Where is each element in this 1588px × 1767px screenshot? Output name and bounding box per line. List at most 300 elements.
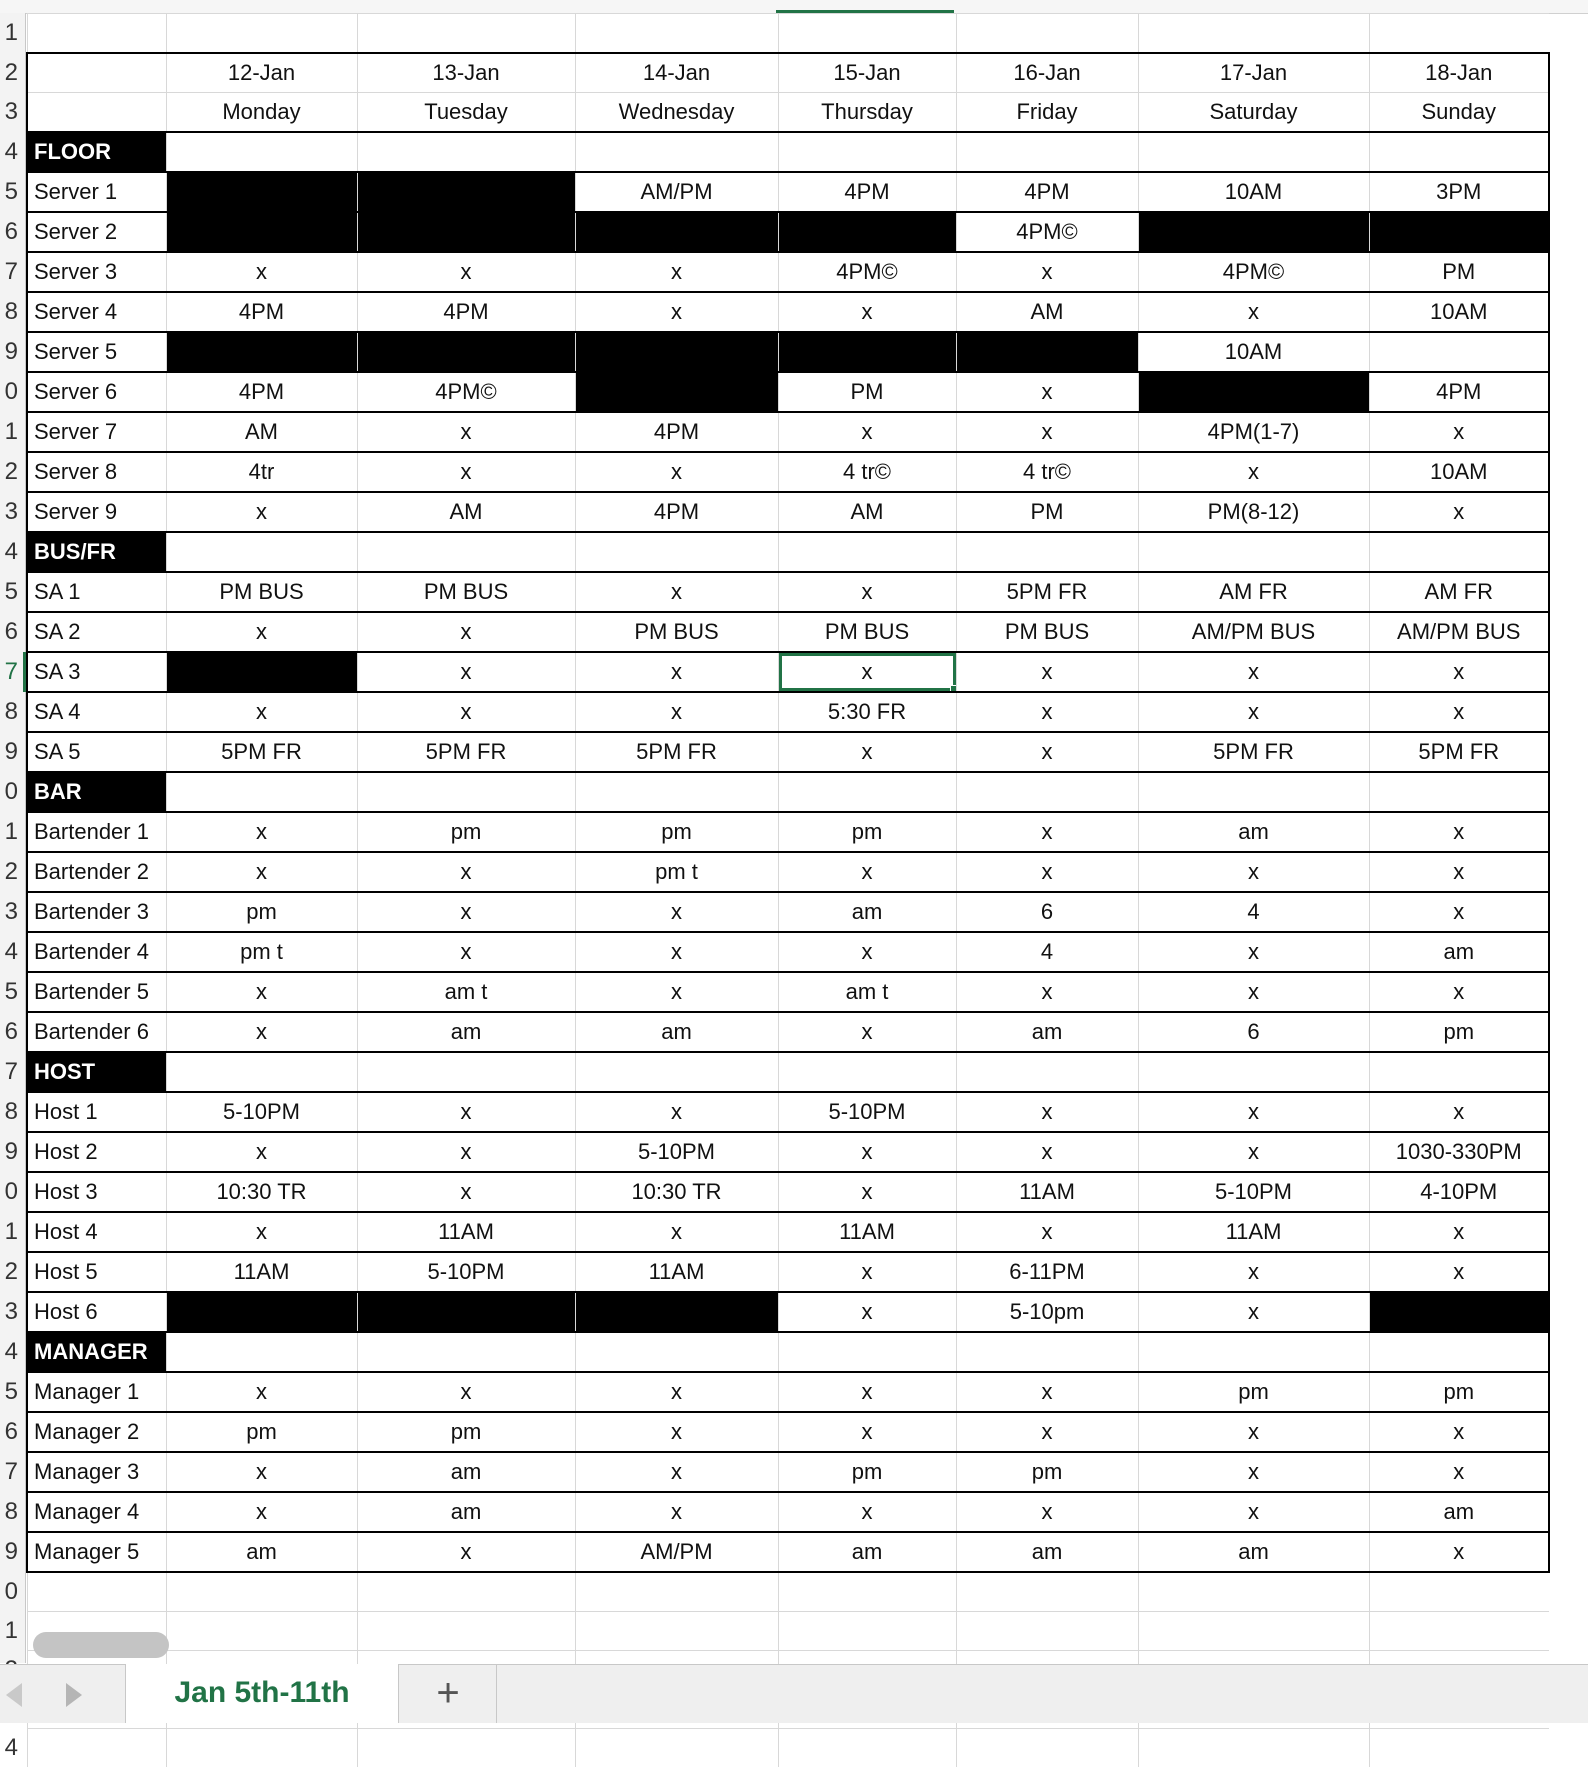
empty-cell[interactable] <box>166 532 357 572</box>
empty-cell[interactable] <box>778 1332 956 1372</box>
shift-cell[interactable]: x <box>575 1092 778 1132</box>
date-header-cell[interactable]: 17-Jan <box>1138 53 1369 93</box>
empty-cell[interactable] <box>778 14 956 54</box>
shift-cell[interactable]: x <box>778 1412 956 1452</box>
day-header-cell[interactable]: Monday <box>166 93 357 133</box>
shift-cell[interactable]: AM <box>956 292 1138 332</box>
shift-cell[interactable]: am <box>1138 812 1369 852</box>
shift-cell[interactable]: 5PM FR <box>1369 732 1549 772</box>
staff-name-cell[interactable]: Server 5 <box>27 332 166 372</box>
date-header-cell[interactable]: 18-Jan <box>1369 53 1549 93</box>
shift-cell[interactable]: x <box>1138 292 1369 332</box>
empty-cell[interactable] <box>778 1052 956 1092</box>
sheet-tab-active[interactable]: Jan 5th-11th <box>125 1664 399 1723</box>
row-number[interactable]: 0 <box>0 372 18 412</box>
shift-cell[interactable]: x <box>1369 692 1549 732</box>
row-number[interactable]: 6 <box>0 1412 18 1452</box>
shift-cell[interactable]: x <box>1369 892 1549 932</box>
staff-name-cell[interactable]: Server 6 <box>27 372 166 412</box>
shift-cell[interactable]: x <box>1138 1452 1369 1492</box>
shift-cell[interactable]: x <box>778 1132 956 1172</box>
shift-cell[interactable]: pm <box>956 1452 1138 1492</box>
shift-cell[interactable]: x <box>575 652 778 692</box>
empty-cell[interactable] <box>166 1729 357 1767</box>
shift-cell[interactable]: x <box>778 1012 956 1052</box>
blocked-cell[interactable] <box>575 332 778 372</box>
shift-cell[interactable]: 11AM <box>575 1252 778 1292</box>
shift-cell[interactable]: x <box>778 1252 956 1292</box>
empty-cell[interactable] <box>575 1052 778 1092</box>
row-number[interactable]: 5 <box>0 572 18 612</box>
empty-cell[interactable] <box>1369 1052 1549 1092</box>
empty-cell[interactable] <box>956 772 1138 812</box>
blocked-cell[interactable] <box>1138 212 1369 252</box>
shift-cell[interactable]: 4 tr© <box>778 452 956 492</box>
row-number[interactable]: 2 <box>0 852 18 892</box>
staff-name-cell[interactable]: Host 3 <box>27 1172 166 1212</box>
staff-name-cell[interactable]: Manager 1 <box>27 1372 166 1412</box>
empty-cell[interactable] <box>1369 14 1549 54</box>
shift-cell[interactable]: x <box>1138 1092 1369 1132</box>
shift-cell[interactable]: x <box>1138 852 1369 892</box>
next-sheet-icon[interactable] <box>66 1683 82 1707</box>
shift-cell[interactable]: pm <box>166 1412 357 1452</box>
shift-cell[interactable]: x <box>357 1132 575 1172</box>
row-number[interactable]: 8 <box>0 1492 18 1532</box>
empty-cell[interactable] <box>1369 1572 1549 1612</box>
row-number[interactable]: 3 <box>0 492 18 532</box>
shift-cell[interactable]: PM BUS <box>956 612 1138 652</box>
shift-cell[interactable]: 4PM(1-7) <box>1138 412 1369 452</box>
empty-cell[interactable] <box>357 1729 575 1767</box>
empty-cell[interactable] <box>575 532 778 572</box>
shift-cell[interactable]: x <box>1138 1412 1369 1452</box>
shift-cell[interactable]: 5PM FR <box>575 732 778 772</box>
shift-cell[interactable]: x <box>575 972 778 1012</box>
shift-cell[interactable]: 5PM FR <box>166 732 357 772</box>
shift-cell[interactable]: x <box>1138 692 1369 732</box>
staff-name-cell[interactable]: Server 9 <box>27 492 166 532</box>
section-header-cell[interactable]: MANAGER <box>27 1332 166 1372</box>
shift-cell[interactable]: 4PM <box>357 292 575 332</box>
row-number[interactable]: 1 <box>0 1611 18 1650</box>
shift-cell[interactable]: pm t <box>166 932 357 972</box>
blocked-cell[interactable] <box>357 172 575 212</box>
staff-name-cell[interactable]: Host 4 <box>27 1212 166 1252</box>
shift-cell[interactable]: 4PM <box>575 492 778 532</box>
blocked-cell[interactable] <box>1138 372 1369 412</box>
shift-cell[interactable]: x <box>166 612 357 652</box>
shift-cell[interactable]: 10:30 TR <box>166 1172 357 1212</box>
shift-cell[interactable]: x <box>956 692 1138 732</box>
staff-name-cell[interactable]: Bartender 1 <box>27 812 166 852</box>
shift-cell[interactable]: am <box>1369 932 1549 972</box>
empty-cell[interactable] <box>27 14 166 54</box>
shift-cell[interactable]: pm <box>357 1412 575 1452</box>
shift-cell[interactable]: x <box>166 1372 357 1412</box>
empty-cell[interactable] <box>27 1729 166 1767</box>
shift-cell[interactable]: 5PM FR <box>1138 732 1369 772</box>
shift-cell[interactable]: 5-10PM <box>575 1132 778 1172</box>
shift-cell[interactable]: x <box>956 372 1138 412</box>
empty-cell[interactable] <box>778 132 956 172</box>
shift-cell[interactable]: 5-10PM <box>357 1252 575 1292</box>
date-header-cell[interactable]: 14-Jan <box>575 53 778 93</box>
empty-cell[interactable] <box>575 132 778 172</box>
shift-cell[interactable]: am <box>956 1012 1138 1052</box>
row-number[interactable]: 1 <box>0 412 18 452</box>
empty-cell[interactable] <box>956 1572 1138 1612</box>
staff-name-cell[interactable]: SA 2 <box>27 612 166 652</box>
shift-cell[interactable]: 4PM <box>166 292 357 332</box>
empty-cell[interactable] <box>27 1572 166 1612</box>
shift-cell[interactable]: 11AM <box>956 1172 1138 1212</box>
shift-cell[interactable]: x <box>1138 1492 1369 1532</box>
shift-cell[interactable]: x <box>575 1492 778 1532</box>
shift-cell[interactable]: x <box>778 1372 956 1412</box>
shift-cell[interactable]: PM BUS <box>575 612 778 652</box>
shift-cell[interactable]: x <box>778 292 956 332</box>
shift-cell[interactable]: x <box>357 412 575 452</box>
empty-cell[interactable] <box>956 14 1138 54</box>
shift-cell[interactable]: x <box>1369 852 1549 892</box>
empty-cell[interactable] <box>778 772 956 812</box>
shift-cell[interactable]: pm <box>575 812 778 852</box>
shift-cell[interactable]: 4-10PM <box>1369 1172 1549 1212</box>
staff-name-cell[interactable]: Host 1 <box>27 1092 166 1132</box>
empty-cell[interactable] <box>166 132 357 172</box>
shift-cell[interactable]: 4PM© <box>956 212 1138 252</box>
shift-cell[interactable]: 5-10PM <box>166 1092 357 1132</box>
shift-cell[interactable]: 4 tr© <box>956 452 1138 492</box>
empty-cell[interactable] <box>357 132 575 172</box>
shift-cell[interactable]: 10AM <box>1138 332 1369 372</box>
shift-cell[interactable]: x <box>1369 1532 1549 1572</box>
shift-cell[interactable]: x <box>956 252 1138 292</box>
shift-cell[interactable]: x <box>1369 812 1549 852</box>
shift-cell[interactable]: 10:30 TR <box>575 1172 778 1212</box>
section-header-cell[interactable]: BUS/FR <box>27 532 166 572</box>
blocked-cell[interactable] <box>575 372 778 412</box>
blocked-cell[interactable] <box>778 332 956 372</box>
staff-name-cell[interactable]: Server 8 <box>27 452 166 492</box>
row-number[interactable]: 7 <box>0 652 18 692</box>
shift-cell[interactable]: x <box>1369 1252 1549 1292</box>
blocked-cell[interactable] <box>166 332 357 372</box>
empty-cell[interactable] <box>1138 1729 1369 1767</box>
staff-name-cell[interactable]: Server 2 <box>27 212 166 252</box>
shift-cell[interactable]: x <box>956 1132 1138 1172</box>
shift-cell[interactable]: x <box>575 452 778 492</box>
day-header-cell[interactable]: Thursday <box>778 93 956 133</box>
shift-cell[interactable]: x <box>575 252 778 292</box>
shift-cell[interactable]: 5PM FR <box>956 572 1138 612</box>
row-number[interactable]: 9 <box>0 732 18 772</box>
empty-cell[interactable] <box>778 532 956 572</box>
staff-name-cell[interactable]: Bartender 2 <box>27 852 166 892</box>
shift-cell[interactable]: x <box>1138 1132 1369 1172</box>
shift-cell[interactable]: x <box>1138 452 1369 492</box>
row-number[interactable]: 3 <box>0 92 18 132</box>
shift-cell[interactable]: PM BUS <box>778 612 956 652</box>
blocked-cell[interactable] <box>1369 212 1549 252</box>
shift-cell[interactable]: 11AM <box>778 1212 956 1252</box>
shift-cell[interactable]: PM <box>778 372 956 412</box>
shift-cell[interactable]: x <box>357 1092 575 1132</box>
row-number[interactable]: 0 <box>0 772 18 812</box>
shift-cell[interactable]: x <box>956 1412 1138 1452</box>
shift-cell[interactable]: AM FR <box>1138 572 1369 612</box>
shift-cell[interactable]: 4PM <box>778 172 956 212</box>
empty-cell[interactable] <box>956 132 1138 172</box>
shift-cell[interactable]: x <box>575 892 778 932</box>
selected-cell[interactable]: x <box>778 652 956 692</box>
empty-cell[interactable] <box>357 772 575 812</box>
shift-cell[interactable]: x <box>357 852 575 892</box>
empty-cell[interactable] <box>778 1612 956 1651</box>
shift-cell[interactable]: am <box>166 1532 357 1572</box>
shift-cell[interactable]: PM(8-12) <box>1138 492 1369 532</box>
shift-cell[interactable]: am <box>1369 1492 1549 1532</box>
shift-cell[interactable]: x <box>166 1212 357 1252</box>
empty-cell[interactable] <box>575 772 778 812</box>
shift-cell[interactable]: am t <box>357 972 575 1012</box>
day-header-cell[interactable]: Wednesday <box>575 93 778 133</box>
shift-cell[interactable]: x <box>956 1372 1138 1412</box>
shift-cell[interactable]: x <box>575 1372 778 1412</box>
shift-cell[interactable]: x <box>956 1212 1138 1252</box>
row-number[interactable]: 2 <box>0 452 18 492</box>
shift-cell[interactable]: x <box>778 852 956 892</box>
blocked-cell[interactable] <box>575 1292 778 1332</box>
row-number[interactable]: 1 <box>0 13 18 53</box>
empty-cell[interactable] <box>1138 1052 1369 1092</box>
row-number[interactable]: 7 <box>0 1052 18 1092</box>
horizontal-scrollbar-thumb[interactable] <box>33 1632 169 1658</box>
shift-cell[interactable]: 4PM <box>166 372 357 412</box>
shift-cell[interactable]: pm <box>1369 1012 1549 1052</box>
row-number[interactable]: 7 <box>0 252 18 292</box>
shift-cell[interactable]: x <box>1369 972 1549 1012</box>
shift-cell[interactable] <box>1369 332 1549 372</box>
shift-cell[interactable]: x <box>1369 412 1549 452</box>
row-number[interactable]: 1 <box>0 812 18 852</box>
shift-cell[interactable]: AM/PM <box>575 172 778 212</box>
shift-cell[interactable]: am t <box>778 972 956 1012</box>
blocked-cell[interactable] <box>1369 1292 1549 1332</box>
empty-cell[interactable] <box>956 1729 1138 1767</box>
staff-name-cell[interactable]: Manager 2 <box>27 1412 166 1452</box>
row-number[interactable]: 4 <box>0 532 18 572</box>
row-number[interactable]: 4 <box>0 132 18 172</box>
shift-cell[interactable]: x <box>575 1212 778 1252</box>
shift-cell[interactable]: 5-10PM <box>778 1092 956 1132</box>
row-number[interactable]: 5 <box>0 1372 18 1412</box>
shift-cell[interactable]: x <box>1369 1412 1549 1452</box>
shift-cell[interactable]: am <box>357 1012 575 1052</box>
staff-name-cell[interactable]: Manager 4 <box>27 1492 166 1532</box>
day-header-cell[interactable]: Friday <box>956 93 1138 133</box>
shift-cell[interactable]: AM <box>166 412 357 452</box>
section-header-cell[interactable]: HOST <box>27 1052 166 1092</box>
shift-cell[interactable]: 10AM <box>1369 452 1549 492</box>
shift-cell[interactable]: x <box>1138 1252 1369 1292</box>
empty-cell[interactable] <box>956 1612 1138 1651</box>
shift-cell[interactable]: pm t <box>575 852 778 892</box>
shift-cell[interactable]: am <box>357 1452 575 1492</box>
empty-cell[interactable] <box>357 1332 575 1372</box>
shift-cell[interactable]: x <box>166 252 357 292</box>
shift-cell[interactable]: x <box>357 892 575 932</box>
corner-cell[interactable] <box>27 93 166 133</box>
row-number[interactable]: 3 <box>0 892 18 932</box>
shift-cell[interactable]: x <box>166 852 357 892</box>
staff-name-cell[interactable]: Host 2 <box>27 1132 166 1172</box>
shift-cell[interactable]: x <box>357 1172 575 1212</box>
shift-cell[interactable]: 4PM© <box>1138 252 1369 292</box>
row-number[interactable]: 4 <box>0 932 18 972</box>
shift-cell[interactable]: x <box>778 412 956 452</box>
empty-cell[interactable] <box>166 772 357 812</box>
empty-cell[interactable] <box>1138 1612 1369 1651</box>
empty-cell[interactable] <box>956 1052 1138 1092</box>
shift-cell[interactable]: x <box>357 932 575 972</box>
empty-cell[interactable] <box>1369 1612 1549 1651</box>
section-header-cell[interactable]: BAR <box>27 772 166 812</box>
prev-sheet-icon[interactable] <box>6 1683 22 1707</box>
staff-name-cell[interactable]: Server 7 <box>27 412 166 452</box>
shift-cell[interactable]: x <box>1369 1092 1549 1132</box>
shift-cell[interactable]: 5-10PM <box>1138 1172 1369 1212</box>
shift-cell[interactable]: am <box>778 1532 956 1572</box>
row-number[interactable]: 8 <box>0 292 18 332</box>
shift-cell[interactable]: x <box>956 412 1138 452</box>
shift-cell[interactable]: am <box>956 1532 1138 1572</box>
shift-cell[interactable]: x <box>778 1292 956 1332</box>
empty-cell[interactable] <box>1138 532 1369 572</box>
staff-name-cell[interactable]: Bartender 4 <box>27 932 166 972</box>
shift-cell[interactable]: x <box>1138 652 1369 692</box>
shift-cell[interactable]: x <box>357 252 575 292</box>
shift-cell[interactable]: x <box>166 492 357 532</box>
shift-cell[interactable]: x <box>357 452 575 492</box>
shift-cell[interactable]: AM <box>778 492 956 532</box>
empty-cell[interactable] <box>1138 772 1369 812</box>
row-number[interactable]: 8 <box>0 692 18 732</box>
shift-cell[interactable]: pm <box>778 812 956 852</box>
shift-cell[interactable]: 4PM <box>575 412 778 452</box>
shift-cell[interactable]: x <box>956 1092 1138 1132</box>
blocked-cell[interactable] <box>166 652 357 692</box>
shift-cell[interactable]: x <box>166 812 357 852</box>
staff-name-cell[interactable]: SA 3 <box>27 652 166 692</box>
shift-cell[interactable]: 11AM <box>166 1252 357 1292</box>
shift-cell[interactable]: am <box>357 1492 575 1532</box>
blocked-cell[interactable] <box>166 172 357 212</box>
empty-cell[interactable] <box>1369 132 1549 172</box>
shift-cell[interactable]: x <box>956 1492 1138 1532</box>
shift-cell[interactable]: 5PM FR <box>357 732 575 772</box>
shift-cell[interactable]: AM/PM BUS <box>1138 612 1369 652</box>
shift-cell[interactable]: am <box>575 1012 778 1052</box>
shift-cell[interactable]: x <box>357 652 575 692</box>
shift-cell[interactable]: am <box>1138 1532 1369 1572</box>
shift-cell[interactable]: 3PM <box>1369 172 1549 212</box>
empty-cell[interactable] <box>575 1729 778 1767</box>
shift-cell[interactable]: 4PM <box>1369 372 1549 412</box>
staff-name-cell[interactable]: Bartender 5 <box>27 972 166 1012</box>
add-sheet-button[interactable]: + <box>400 1665 497 1723</box>
shift-cell[interactable]: x <box>1138 1292 1369 1332</box>
shift-cell[interactable]: x <box>357 612 575 652</box>
shift-cell[interactable]: 4 <box>956 932 1138 972</box>
shift-cell[interactable]: x <box>166 1132 357 1172</box>
empty-cell[interactable] <box>1369 772 1549 812</box>
shift-cell[interactable]: x <box>778 572 956 612</box>
shift-cell[interactable]: pm <box>778 1452 956 1492</box>
empty-cell[interactable] <box>575 14 778 54</box>
empty-cell[interactable] <box>357 1572 575 1612</box>
shift-cell[interactable]: AM <box>357 492 575 532</box>
shift-cell[interactable]: x <box>166 692 357 732</box>
empty-cell[interactable] <box>575 1332 778 1372</box>
shift-cell[interactable]: PM BUS <box>357 572 575 612</box>
blocked-cell[interactable] <box>956 332 1138 372</box>
empty-cell[interactable] <box>956 532 1138 572</box>
date-header-cell[interactable]: 15-Jan <box>778 53 956 93</box>
corner-cell[interactable] <box>27 53 166 93</box>
empty-cell[interactable] <box>778 1572 956 1612</box>
row-number[interactable]: 4 <box>0 1332 18 1372</box>
staff-name-cell[interactable]: Host 6 <box>27 1292 166 1332</box>
shift-cell[interactable]: x <box>575 1412 778 1452</box>
shift-cell[interactable]: 5-10pm <box>956 1292 1138 1332</box>
shift-cell[interactable]: x <box>575 1452 778 1492</box>
empty-cell[interactable] <box>1369 1729 1549 1767</box>
staff-name-cell[interactable]: Manager 5 <box>27 1532 166 1572</box>
empty-cell[interactable] <box>357 14 575 54</box>
shift-cell[interactable]: x <box>357 1372 575 1412</box>
shift-cell[interactable]: pm <box>357 812 575 852</box>
shift-cell[interactable]: 4PM© <box>778 252 956 292</box>
empty-cell[interactable] <box>357 1052 575 1092</box>
row-number[interactable]: 5 <box>0 172 18 212</box>
staff-name-cell[interactable]: SA 1 <box>27 572 166 612</box>
row-number[interactable]: 4 <box>0 1728 18 1767</box>
empty-cell[interactable] <box>1138 14 1369 54</box>
shift-cell[interactable]: 4PM© <box>357 372 575 412</box>
shift-cell[interactable]: AM/PM <box>575 1532 778 1572</box>
empty-cell[interactable] <box>166 1052 357 1092</box>
shift-cell[interactable]: x <box>778 1172 956 1212</box>
day-header-cell[interactable]: Sunday <box>1369 93 1549 133</box>
blocked-cell[interactable] <box>357 212 575 252</box>
shift-cell[interactable]: PM BUS <box>166 572 357 612</box>
shift-cell[interactable]: x <box>778 732 956 772</box>
row-number[interactable]: 8 <box>0 1092 18 1132</box>
day-header-cell[interactable]: Tuesday <box>357 93 575 133</box>
shift-cell[interactable]: x <box>1138 932 1369 972</box>
day-header-cell[interactable]: Saturday <box>1138 93 1369 133</box>
shift-cell[interactable]: 10AM <box>1369 292 1549 332</box>
shift-cell[interactable]: x <box>956 732 1138 772</box>
shift-cell[interactable]: x <box>956 652 1138 692</box>
shift-cell[interactable]: 10AM <box>1138 172 1369 212</box>
staff-name-cell[interactable]: SA 5 <box>27 732 166 772</box>
empty-cell[interactable] <box>166 1612 357 1651</box>
empty-cell[interactable] <box>1138 132 1369 172</box>
row-number[interactable]: 2 <box>0 1252 18 1292</box>
